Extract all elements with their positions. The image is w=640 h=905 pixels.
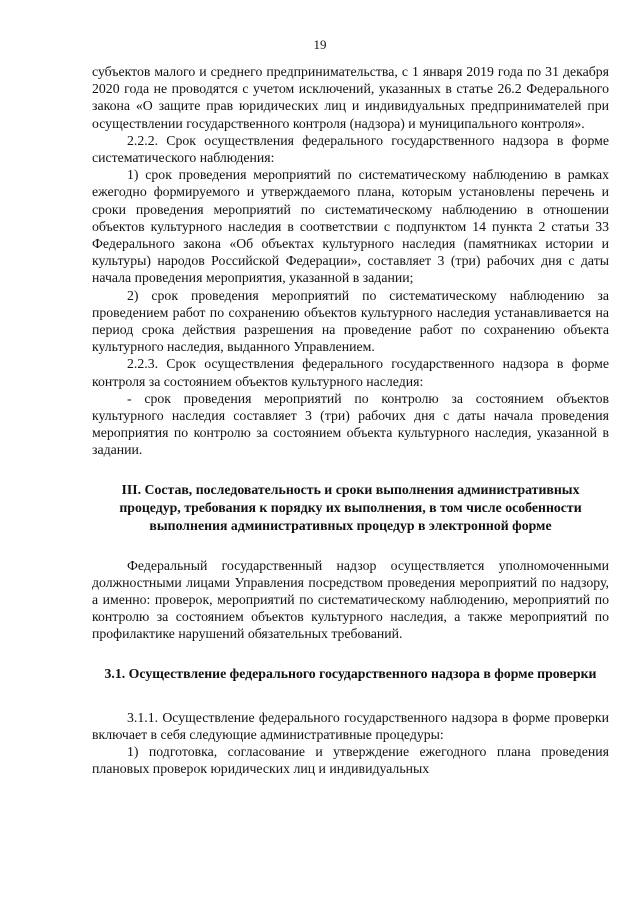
section-heading-3: III. Состав, последовательность и сроки выполнения административных процедур, требования к порядку их выполнения, в том числе особенности выполнения административных процедур в электронной форме — [119, 481, 582, 533]
paragraph-systematic-observation-2: 2) срок проведения мероприятий по систематическому наблюдению за проведением работ по сохранению объектов культурного наследия устанавливается на период срока действия разрешения на проведение работ по сохранению объекта культурного наследия, выданного Управлением. — [92, 287, 609, 355]
document-body — [92, 63, 609, 778]
paragraph-small-business-exception: субъектов малого и среднего предпринимательства, с 1 января 2019 года по 31 декабря 2020 года не проводятся с учетом исключений, указанных в статье 26.2 Федерального закона «О защите прав юридических лиц и индивидуальных предпринимателей при осуществлении государственного контроля (надзора) и муниципального контроля». — [92, 64, 609, 131]
paragraph-3-1-1: 3.1.1. Осуществление федерального государственного надзора в форме проверки включает в себя следующие административные процедуры: — [92, 709, 609, 742]
paragraph-condition-control: - срок проведения мероприятий по контролю за состоянием объектов культурного наследия составляет 3 (три) рабочих дня с даты начала проведения мероприятия по контролю за состоянием объекта культурного наследия, указанной в задании. — [92, 390, 609, 458]
paragraph-systematic-observation-1: 1) срок проведения мероприятий по систематическому наблюдению в рамках ежегодно формируемого и утверждаемого плана, которым установлены перечень и сроки проведения мероприятий по систематическому наблюдению в отношении объектов культурного наследия в соответствии с подпунктом 14 пункта 2 статьи 33 Федерального закона «Об объектах культурного наследия (памятниках истории и культуры) народов Российской Федерации», составляет 3 (три) рабочих дня с даты начала проведения мероприятия, указанной в задании; — [92, 167, 609, 286]
paragraph-2-2-3: 2.2.3. Срок осуществления федерального государственного надзора в форме контроля за состоянием объектов культурного наследия: — [92, 356, 609, 389]
paragraph-supervision-overview: Федеральный государственный надзор осуществляется уполномоченными должностными лицами Управления посредством проведения мероприятий по надзору, а именно: проверок, мероприятий по систематическому наблюдению, мероприятий по контролю за состоянием объектов культурного наследия, а также мероприятий по профилактике нарушений обязательных требований. — [92, 557, 609, 642]
paragraph-2-2-2: 2.2.2. Срок осуществления федерального государственного надзора в форме систематического наблюдения: — [92, 132, 609, 166]
section-heading-3-1: 3.1. Осуществление федерального государственного надзора в форме проверки — [104, 665, 597, 681]
paragraph-annual-plan: 1) подготовка, согласование и утверждение ежегодного плана проведения плановых проверок юридических лиц и индивидуальных — [92, 744, 609, 777]
page-number: 19 — [313, 37, 327, 52]
